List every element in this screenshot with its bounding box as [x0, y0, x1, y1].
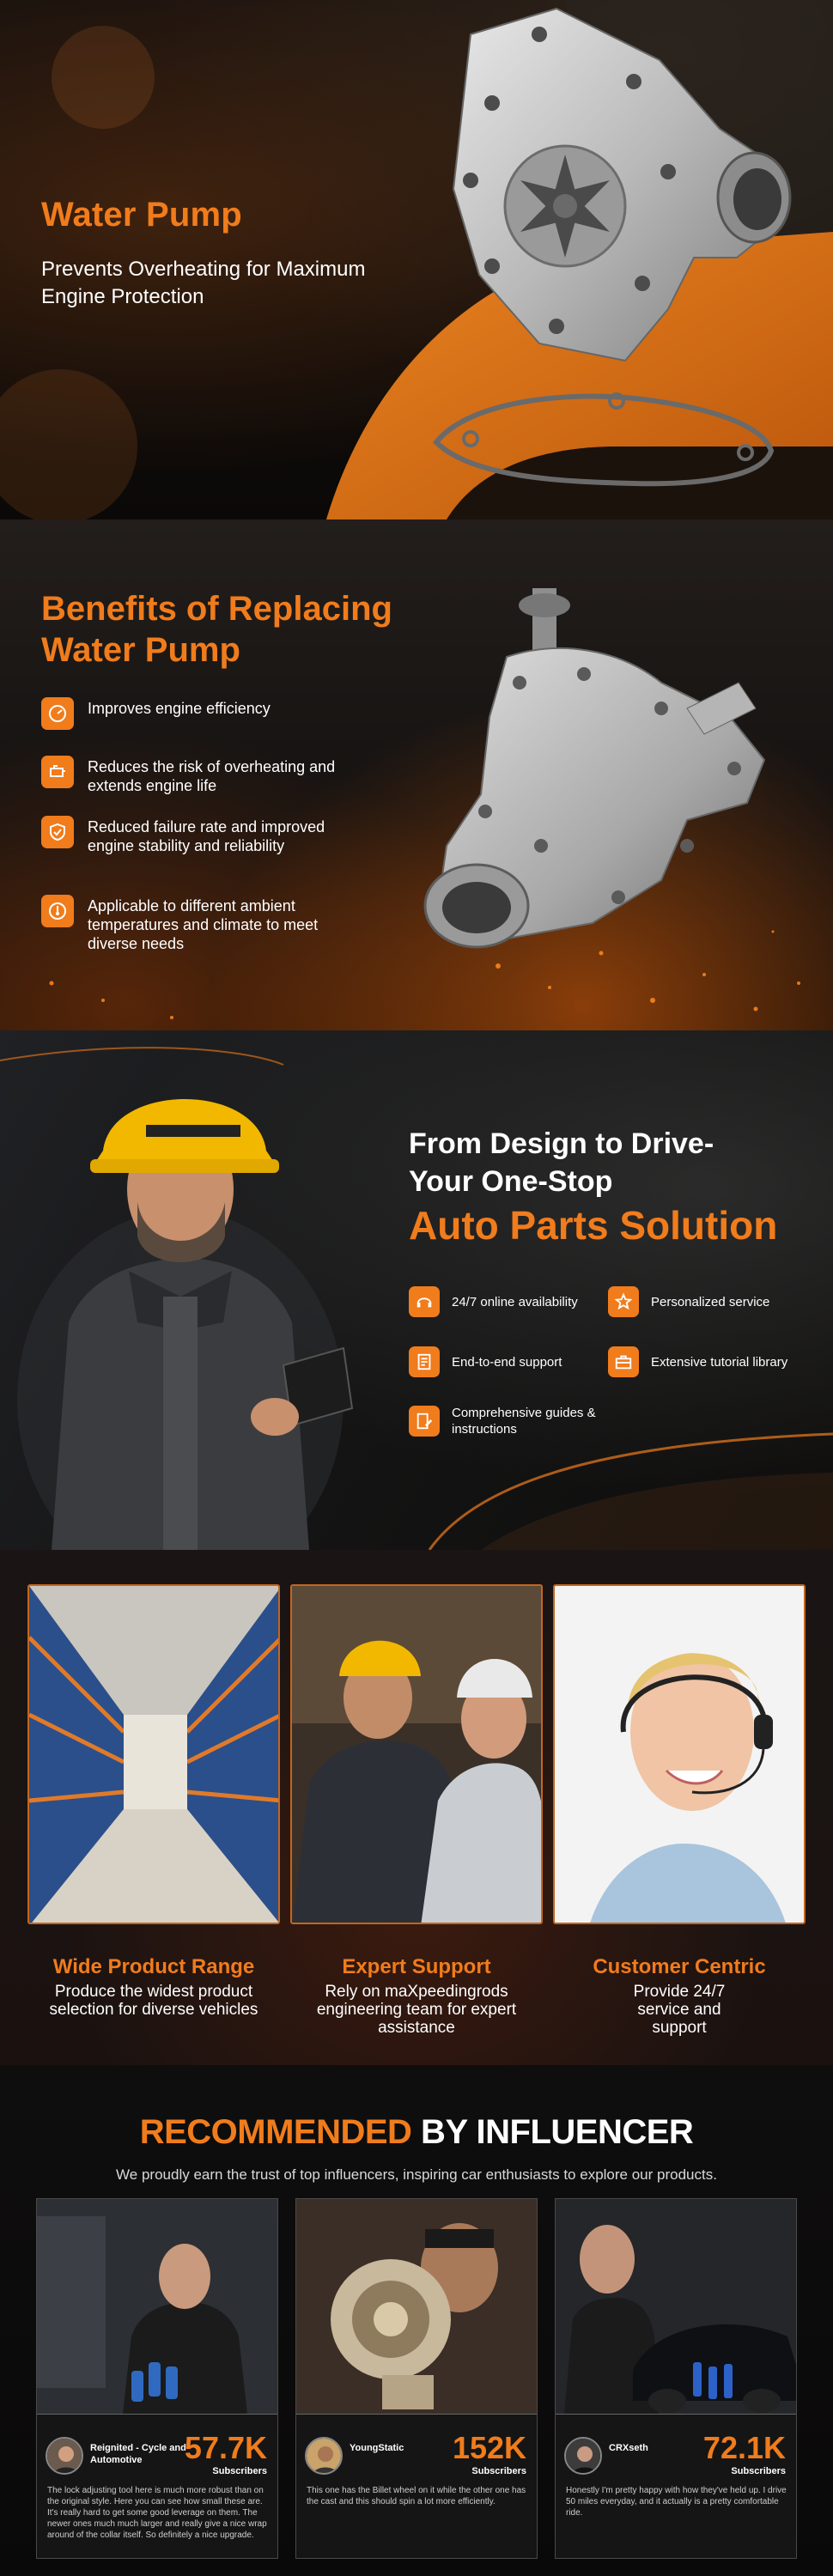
subscriber-count: 72.1K — [702, 2430, 786, 2465]
feature-text: 24/7 online availability — [452, 1294, 578, 1309]
onestop-line-2: Your One-Stop — [409, 1165, 613, 1198]
influencer-quote: This one has the Billet wheel on it while the other one has the cast and this should spin a lot more efficiently. — [307, 2486, 526, 2506]
subscriber-label: Subscribers — [731, 2466, 786, 2476]
water-pump-image-angled — [404, 588, 773, 966]
benefits-title: Benefits of Replacing Water Pump — [41, 590, 392, 669]
feature-text: Personalized service — [651, 1294, 770, 1309]
warehouse-image-card — [27, 1584, 280, 1924]
avatar — [564, 2437, 602, 2475]
influencer-card[interactable] — [555, 2198, 797, 2559]
influencer-name: CRXseth — [609, 2443, 648, 2453]
feature-item — [608, 1346, 787, 1377]
influencer-meta — [37, 2414, 278, 2559]
support-agent-image — [555, 1586, 806, 1924]
influencer-video-thumbnail[interactable] — [556, 2199, 797, 2414]
feature-item — [409, 1346, 562, 1377]
influencer-title-rest: BY INFLUENCER — [411, 2113, 694, 2151]
headset-icon — [409, 1286, 440, 1317]
avatar — [305, 2437, 343, 2475]
benefit-text: Applicable to different ambient temperatures and climate to meet diverse needs — [88, 897, 319, 952]
customer-centric-image-card — [553, 1584, 806, 1924]
hero-subtitle: Prevents Overheating for Maximum Engine Protection — [41, 258, 366, 308]
benefit-text: Improves engine efficiency — [88, 700, 271, 717]
customer-centric-label — [550, 1955, 808, 2037]
influencer-quote: Honestly I'm pretty happy with how they've held up. I drive 50 miles everyday, and it actually is a pretty comfortable ride. — [566, 2486, 787, 2518]
influencer-meta — [556, 2414, 797, 2559]
toolbox-icon — [608, 1346, 639, 1377]
hero-section — [0, 0, 833, 519]
avatar — [46, 2437, 83, 2475]
benefit-item — [41, 895, 354, 953]
benefit-item — [41, 816, 354, 855]
influencer-name: YoungStatic — [350, 2443, 404, 2453]
influencer-card[interactable] — [36, 2198, 278, 2559]
guide-edit-icon — [409, 1406, 440, 1437]
influencer-name: Reignited - Cycle and Automotive — [90, 2443, 186, 2465]
influencer-title — [0, 2113, 833, 2152]
shield-check-icon — [41, 816, 74, 848]
influencer-subtitle: We proudly earn the trust of top influencers, inspiring car enthusiasts to explore our products. — [116, 2166, 717, 2183]
benefit-text: Reduced failure rate and improved engine stability and reliability — [88, 818, 325, 854]
benefit-item — [41, 697, 354, 730]
influencer-section — [0, 2065, 833, 2576]
onestop-line-3: Auto Parts Solution — [409, 1203, 778, 1248]
feature-text: End-to-end support — [452, 1354, 562, 1370]
card-title: Customer Centric — [593, 1955, 766, 1978]
feature-text: Comprehensive guides & instructions — [452, 1406, 596, 1437]
card-description: Produce the widest product selection for diverse vehicles — [49, 1983, 258, 2019]
document-list-icon — [409, 1346, 440, 1377]
service-cards-section — [0, 1550, 833, 2065]
benefit-text: Reduces the risk of overheating and extends engine life — [88, 758, 336, 794]
subscriber-label: Subscribers — [212, 2466, 267, 2476]
expert-support-label — [288, 1955, 545, 2037]
feature-item — [409, 1286, 578, 1317]
product-range-label — [25, 1955, 283, 2019]
card-title: Expert Support — [342, 1955, 491, 1978]
worker-with-tablet-image — [0, 1039, 378, 1550]
influencer-video-thumbnail[interactable] — [37, 2199, 278, 2414]
feature-text: Extensive tutorial library — [651, 1354, 788, 1370]
subscriber-label: Subscribers — [471, 2466, 526, 2476]
influencer-title-accent: RECOMMENDED — [139, 2113, 412, 2151]
feature-item — [608, 1286, 769, 1317]
hero-title: Water Pump — [41, 196, 242, 234]
engineers-image — [292, 1586, 543, 1924]
warehouse-image — [29, 1586, 280, 1924]
one-stop-section — [0, 1030, 833, 1550]
influencer-video-thumbnail[interactable] — [296, 2199, 538, 2414]
gasket-image — [419, 382, 780, 494]
feature-item — [409, 1405, 598, 1437]
card-description: Rely on maXpeedingrods engineering team for expert assistance — [316, 1983, 517, 2037]
engine-warning-icon — [41, 756, 74, 788]
card-description: Provide 24/7 service and support — [633, 1983, 726, 2037]
water-pump-image — [410, 0, 806, 378]
benefit-item — [41, 756, 354, 795]
subscriber-count: 152K — [452, 2430, 526, 2465]
engine-gauge-icon — [41, 697, 74, 730]
temperature-icon — [41, 895, 74, 927]
influencer-meta — [296, 2414, 538, 2559]
star-icon — [608, 1286, 639, 1317]
benefits-section — [0, 519, 833, 1030]
influencer-card[interactable] — [295, 2198, 538, 2559]
onestop-line-1: From Design to Drive- — [409, 1127, 714, 1160]
subscriber-count: 57.7K — [184, 2430, 267, 2465]
card-title: Wide Product Range — [52, 1955, 255, 1978]
expert-support-image-card — [290, 1584, 543, 1924]
influencer-quote: The lock adjusting tool here is much more robust than on the original style. Here you can see how small these are. It's really hard to get some good leverage on them. The newer ones much much larger and really give a nice wrap around of the collar itself. So definitely a nice upgrade. — [47, 2486, 267, 2540]
